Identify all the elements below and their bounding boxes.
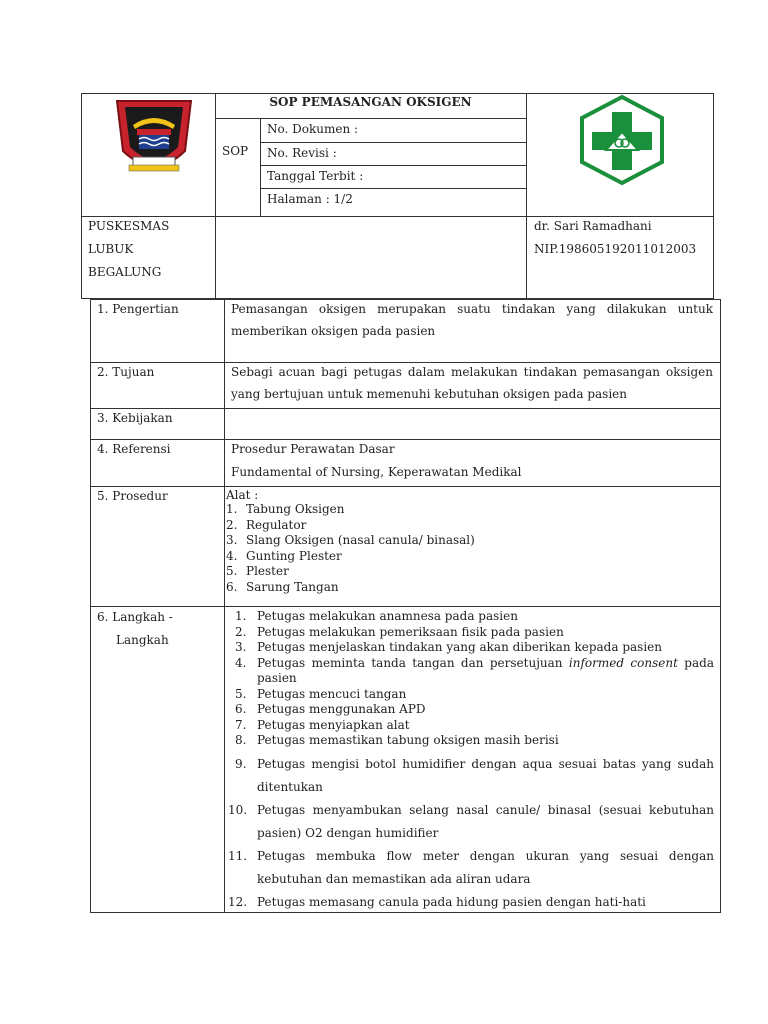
list-item: 5. Petugas mencuci tangan — [235, 686, 407, 701]
list-item: 8. Petugas memastikan tabung oksigen masih berisi — [235, 733, 559, 747]
institution-name-line3: BEGALUNG — [88, 265, 162, 279]
institution-name-line1: PUSKESMAS — [88, 219, 170, 233]
section-label-langkah-2: Langkah — [116, 633, 169, 647]
prosedur-heading: Alat : — [226, 488, 259, 502]
field-no-revisi: No. Revisi : — [267, 146, 337, 160]
list-item: 1. Tabung Oksigen — [226, 502, 345, 516]
list-item: 5. Plester — [226, 564, 289, 578]
regional-emblem-icon — [115, 99, 193, 177]
list-item: 4. Gunting Plester — [226, 548, 342, 563]
list-item: 6. Sarung Tangan — [226, 579, 339, 594]
list-item: 10. Petugas menyambukan selang nasal canule/ binasal (sesuai kebutuhan pasien) O2 dengan humidifier — [228, 802, 714, 840]
signatory-name: dr. Sari Ramadhani — [534, 219, 652, 233]
field-no-dokumen: No. Dokumen : — [267, 122, 359, 136]
puskesmas-logo-icon — [578, 94, 666, 186]
list-item: 7. Petugas menyiapkan alat — [235, 717, 410, 732]
list-item: 3. Petugas menjelaskan tindakan yang akan diberikan kepada pasien — [235, 640, 662, 654]
list-item: 9. Petugas mengisi botol humidifier dengan aqua sesuai batas yang sudah ditentukan — [235, 756, 714, 794]
document-title: SOP PEMASANGAN OKSIGEN — [269, 95, 472, 109]
section-label-langkah-1: 6. Langkah - — [97, 610, 173, 624]
list-item: 1. Petugas melakukan anamnesa pada pasien — [235, 609, 518, 623]
list-item: 12. Petugas memasang canula pada hidung pasien dengan hati-hati — [228, 894, 646, 909]
referensi-line-2: Fundamental of Nursing, Keperawatan Medikal — [231, 465, 522, 479]
list-item: 6. Petugas menggunakan APD — [235, 702, 426, 716]
section-label-prosedur: 5. Prosedur — [97, 489, 168, 503]
tool-list — [224, 502, 704, 595]
list-item: 11. Petugas membuka flow meter dengan ukuran yang sesuai dengan kebutuhan dan memastikan ada aliran udara — [228, 848, 714, 886]
field-halaman: Halaman : 1/2 — [267, 192, 353, 206]
section-text-tujuan: Sebagi acuan bagi petugas dalam melakukan tindakan pemasangan oksigen yang bertujuan untuk memenuhi kebutuhan oksigen pada pasien — [231, 365, 713, 401]
section-label-referensi: 4. Referensi — [97, 442, 171, 456]
referensi-line-1: Prosedur Perawatan Dasar — [231, 442, 395, 456]
step-list — [225, 609, 714, 914]
list-item: 2. Regulator — [226, 517, 307, 532]
sop-label: SOP — [222, 144, 249, 158]
list-item: 3. Slang Oksigen (nasal canula/ binasal) — [226, 533, 475, 547]
section-text-pengertian: Pemasangan oksigen merupakan suatu tindakan yang dilakukan untuk memberikan oksigen pada pasien — [231, 302, 713, 338]
field-tanggal-terbit: Tanggal Terbit : — [267, 169, 364, 183]
section-label-tujuan: 2. Tujuan — [97, 365, 155, 379]
section-label-pengertian: 1. Pengertian — [97, 302, 179, 316]
section-label-kebijakan: 3. Kebijakan — [97, 411, 173, 425]
institution-name-line2: LUBUK — [88, 242, 134, 256]
list-item: 4. Petugas meminta tanda tangan dan persetujuan informed consent pada pasien — [235, 655, 714, 685]
signatory-nip: NIP.198605192011012003 — [534, 242, 697, 256]
list-item: 2. Petugas melakukan pemeriksaan fisik pada pasien — [235, 624, 564, 639]
